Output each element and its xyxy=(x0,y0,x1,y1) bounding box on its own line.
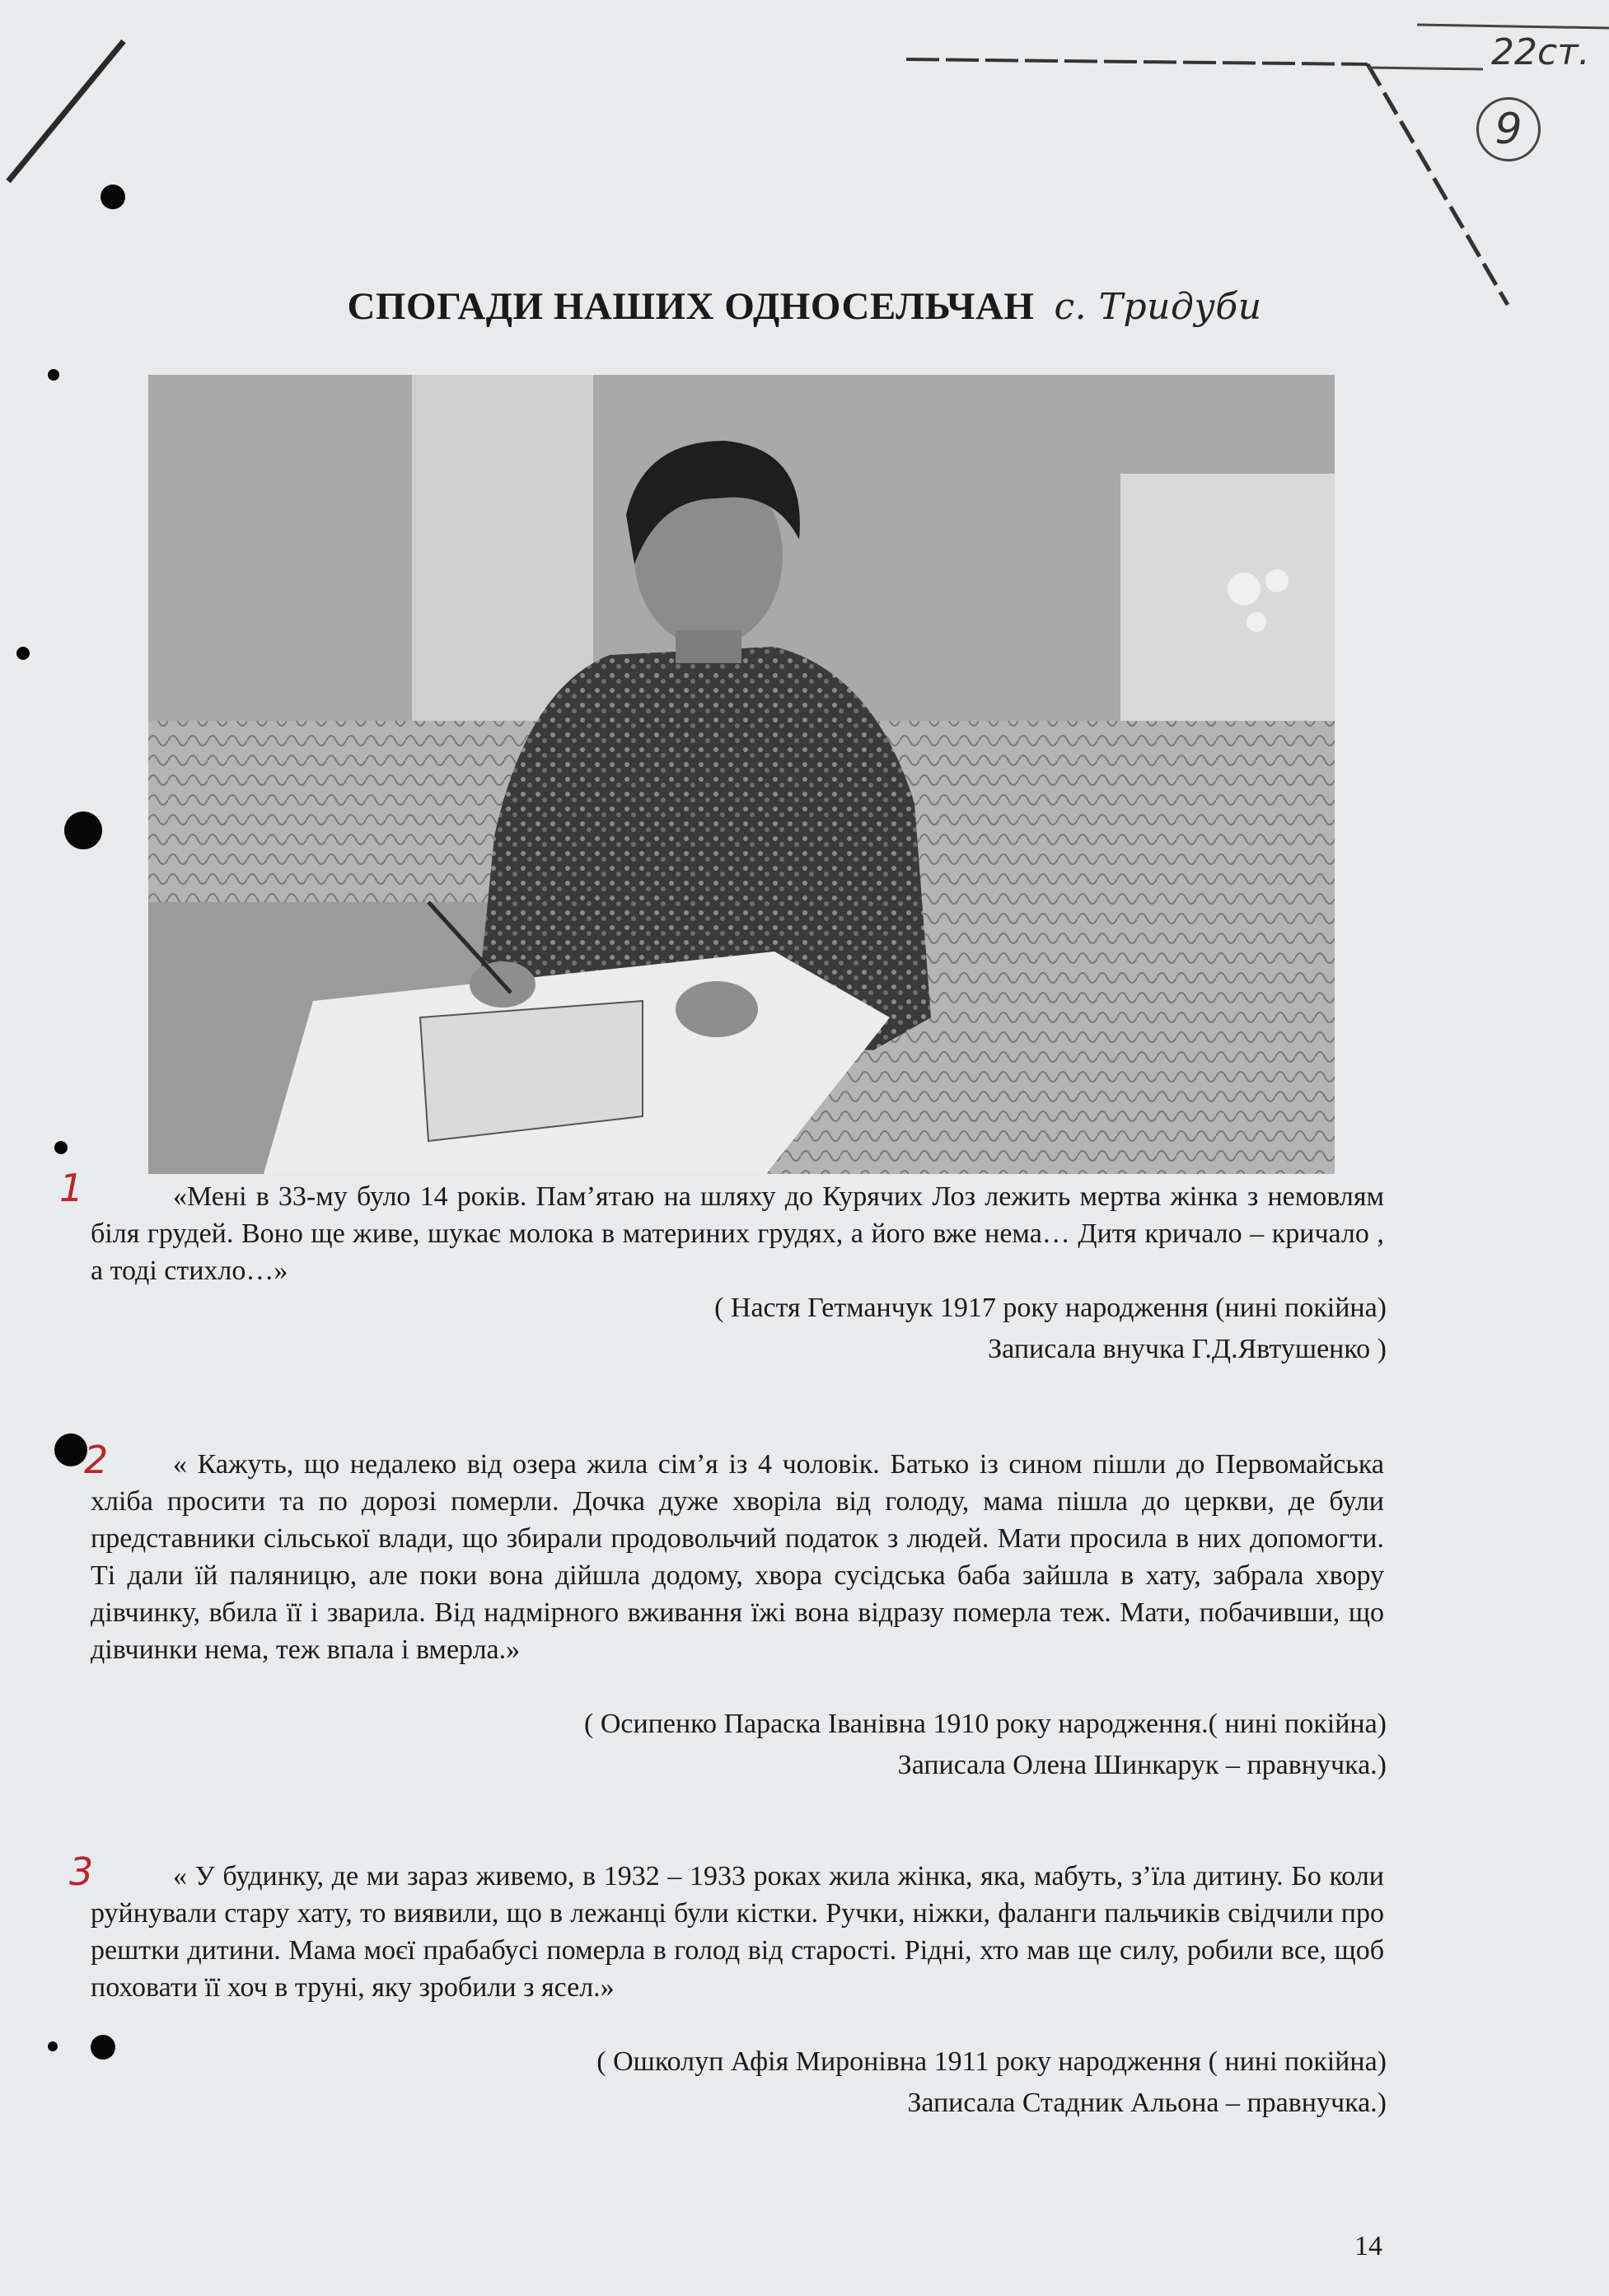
recollection-1-text: «Мені в 33-му було 14 років. Пам’ятаю на шляху до Курячих Лоз лежить мертва жінка з немовлям біля грудей. Воно ще живе, шукає молока в материних грудях, а його вже нема… Дитя кричало – кричало , а тоді стихло…» xyxy=(91,1181,1384,1286)
recollection-3-attribution-line1: ( Ошколуп Афія Миронівна 1911 року народження ( нині покійна) xyxy=(596,2046,1387,2077)
corner-number: 9 xyxy=(1494,105,1522,154)
recollection-2-attribution-line1: ( Осипенко Параска Іванівна 1910 року народження.( нині покійна) xyxy=(584,1709,1387,1739)
page-number: 14 xyxy=(1354,2231,1382,2261)
punch-hole xyxy=(64,811,102,849)
document-title xyxy=(0,284,1609,329)
recollection-2-text: « Кажуть, що недалеко від озера жила сім’я із 4 чоловік. Батько із сином пішли до Первомайська хліба просити та по дорозі померли. Дочка дуже хворіла від голоду, мама пішла до церкви, де були представники сільської влади, що збирали продовольчий податок з людей. Мати просила в них допомогти. Ті дали їй паляницю, але поки вона дійшла додому, хвора сусідська баба зайшла в хату, забрала хвору дівчинку, вбила її і зварила. Від надмірного вживання їжі вона відразу померла теж. Мати, побачивши, що дівчинки нема, теж впала і вмерла.» xyxy=(91,1449,1384,1665)
title-text: СПОГАДИ НАШИХ ОДНОСЕЛЬЧАН xyxy=(347,285,1035,328)
recollection-3-text: « У будинку, де ми зараз живемо, в 1932 – 1933 роках жила жінка, яка, мабуть, з’їла дитину. Бо коли руйнували стару хату, то виявили, що в лежанці були кістки. Ручки, ніжки, фаланги пальчиків свідчили про рештки дитини. Мама моєї прабабусі померла в голод від старості. Рідні, хто мав ще силу, робили все, щоб поховати її хоч в труні, яку зробили з ясел.» xyxy=(91,1861,1384,2003)
punch-hole xyxy=(48,2041,58,2051)
photo-woman-writing xyxy=(148,375,1335,1174)
punch-hole xyxy=(54,1141,68,1154)
recollection-1-marker: 1 xyxy=(59,1166,84,1210)
recollection-1-attribution-line2: Записала внучка Г.Д.Явтушенко ) xyxy=(988,1334,1387,1364)
punch-hole xyxy=(101,185,125,209)
recollection-2-attribution-line2: Записала Олена Шинкарук – правнучка.) xyxy=(897,1750,1387,1780)
punch-hole xyxy=(54,1433,87,1466)
corner-note: 22ст. xyxy=(1491,31,1590,73)
recollection-2-marker: 2 xyxy=(84,1438,109,1482)
punch-hole xyxy=(48,369,59,381)
recollection-1-attribution-line1: ( Настя Гетманчук 1917 року народження (нині покійна) xyxy=(714,1293,1387,1323)
title-handwritten-village: с. Тридуби xyxy=(1054,286,1262,328)
punch-hole xyxy=(16,647,30,660)
recollection-3-attribution-line2: Записала Стадник Альона – правнучка.) xyxy=(907,2088,1387,2118)
recollection-3-marker: 3 xyxy=(69,1849,94,1894)
photo-illustration xyxy=(148,375,1335,1174)
punch-hole xyxy=(91,2035,115,2060)
corner-number-circle xyxy=(1476,97,1541,161)
